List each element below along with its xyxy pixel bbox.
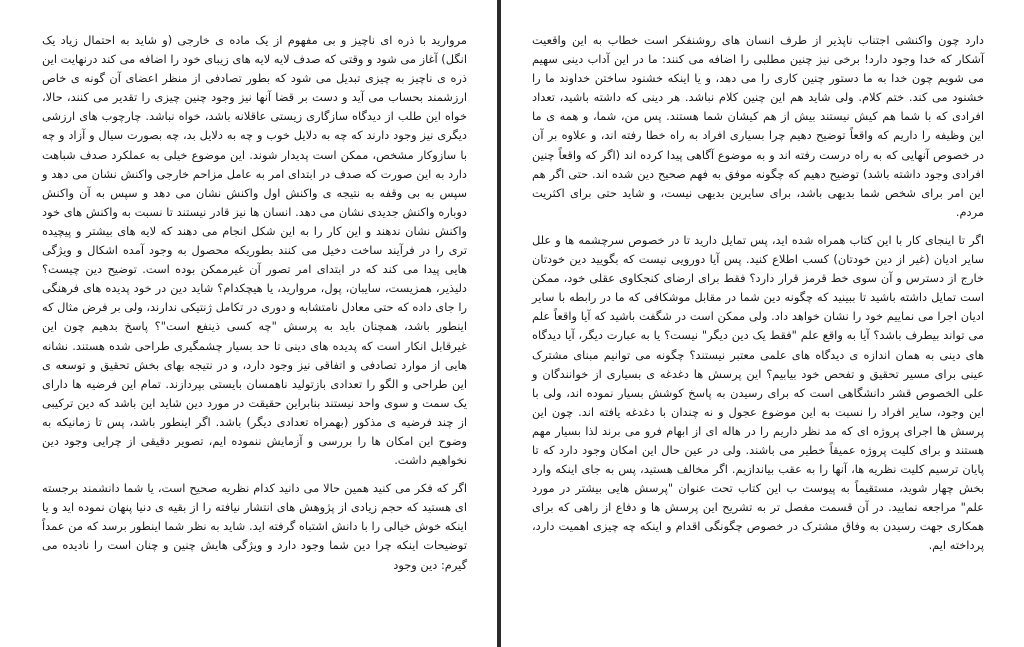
paragraph: دارد چون واکنشی اجتناب ناپذیر از طرف انسان های روشنفکر است خطاب به این واقعیت آشکار که خدا وجود دارد! برخی نیز چنین مطلبی را اضافه می کنند: ما در این آداب دینی سهیم می شویم چون خدا به ما دستور چنین کاری را می دهد، و یا اینکه خشنود ساختن خداوند ما را خشنود می کند. ختم کلام. ولی شاید هم این چنین کلام نباشد. هر دینی که داشته باشید، تعداد افرادی که با شما هم کیش نیستند بیش از هم کیشان شما هستند. پس من، شما، و همه ی ما این وظیفه را داریم که واقعاً توضیح دهیم چرا بسیاری افراد به راه خطا رفته اند، و علاوه بر آن در خصوص آنهایی که به راه درست رفته اند و به موضوع آگاهی پیدا کرده اند (اگر که واقعاً چنین افرادی وجود داشته باشد) توضیح دهیم که چگونه موفق به فهم صحیح دین شده اند. حتی اگر هم این امر برای شخص شما بدیهی باشد، برای سایرین بدیهی نیست، و شاید حتی برای اکثریت مردم.: [532, 33, 984, 219]
left-page: [0, 0, 497, 647]
right-page: [502, 0, 1024, 647]
paragraph: اگر تا اینجای کار با این کتاب همراه شده اید، پس تمایل دارید تا در خصوص سرچشمه ها و علل سایر ادیان (غیر از دین خودتان) کسب اطلاع کنید. پس آیا دورویی نیست که بگویید دین خودتان خارج از دسترس و آن سوی خط قرمز قرار دارد؟ فقط برای ارضای کنجکاوی عقلی خود، ممکن است تمایل داشته باشید تا ببینید که چگونه دین شما در مقابل موشکافی که ما در رابطه با سایر ادیان اجرا می نماییم خود را نشان خواهد داد. ولی ممکن است در شگفت باشید که آیا واقعاً علم می تواند بیطرف باشد؟ آیا به واقع علم "فقط یک دین دیگر" نیست؟ یا به عبارت دیگر، آیا دیدگاه های دینی به همان اندازه ی دیدگاه های علمی معتبر نیستند؟ چگونه می توانیم مبنای مشترک عینی برای مسیر تحقیق و تفحص خود بیابیم؟ این پرسش ها دغدغه ی بسیاری از خوانندگان و علی الخصوص قشر دانشگاهی است که برای رسیدن به پاسخ کوشش بسیار نموده اند، ولی با این وجود، سایر افراد را نسبت به این موضوع عجول و نه چندان با دغدغه یافته اند. چون این پرسش ها اجرای پروژه ای که مد نظر داریم را در هاله ای از ابهام فرو می برند لذا بسیار مهم هستند و برای کلیت پروژه عمیقاً خطیر می باشند. ولی در عین حال این امکان وجود دارد که تا پایان ترسیم کلیت نظریه ها، آنها را به عقب بیاندازیم. اگر مخالف هستید، پس به جای اینکه وارد بخش چهار شوید، مستقیماً به پیوست ب این کتاب تحت عنوان "پرسش هایی بیشتر در مورد علم" مراجعه نمایید. در آن قسمت مفصل تر به تشریح این پرسش ها و دفاع از راهی که برای همکاری جهت رسیدن به وفاق مشترک در خصوص چگونگی اقدام و اینکه چه چیزی اهمیت دارد، پرداخته ایم.: [532, 232, 984, 553]
paragraph: مروارید با ذره ای ناچیز و بی مفهوم از یک ماده ی خارجی (و شاید به احتمال زیاد یک انگل) آغاز می شود و وقتی که صدف لایه لایه های زیبای خود را اضافه می کند درنهایت این ذره ی ناچیز به چیزی تبدیل می شود که بطور تصادفی از منظر اعضای آن گونه ی خاص ارزشمند بحساب می آید و دست بر قضا آنها نیز وجود چنین چیزی را تقدیر می کنند، حالا، خواه این طلب از دیدگاه سازگاری زیستی عاقلانه باشد، خواه نباشد. چارچوب های ارزشی دیگری نیز وجود دارند که چه به دلایل خوب و چه به دلایل بد، چه بصورت سیال و آزاد و چه با سازوکار مشخص، ممکن است پدیدار شوند. این موضوع خیلی به عملکرد صدف شباهت دارد به این صورت که صدف در ابتدای امر به عامل مزاحم خارجی واکنش نشان می دهد و سپس به بی وقفه به نتیجه ی واکنش اول واکنش نشان می دهد و سپس به آن واکنش دوباره واکنش جدیدی نشان می دهد. انسان ها نیز قادر نیستند تا نسبت به واکنش های خود واکنش نشان ندهند و این کار را به این شکل انجام می دهند که لایه های بیشتر و پیچیده تری را در فرآیند ساخت دخیل می کنند بطوریکه محصول به وجود آمده اشکال و ویژگی هایی پیدا می کند که در ابتدای امر تصور آن غیرممکن بوده است. توضیح دین چیست؟ دلیذیر، همزیست، سایبان، پول، مروارید، یا هیچکدام؟ شاید دین در خود پدیده های فرهنگی را جای داده که حتی معادل نامتشابه و دوری در تکامل ژنتیکی ندارند، ولی بر فرض مثال که اینطور باشد، همچنان باید به پرسش "چه کسی ذینفع است"؟ پاسخ بدهیم چون این غیرقابل انکار است که پدیده های دینی تا حد بسیار چشمگیری طراحی شده هستند. نشانه هایی از موارد تصادفی و اتفاقی نیز وجود دارد، و در نتیجه بهای بخش تحقیق و توسعه ی این طراحی و الگو را تعدادی بازتولید ناهمسان بایستی بپردازند. تمام این فرضیه ها دارای یک سمت و سوی واحد نیستند بنابراین حقیقت در مورد دین شاید این باشد که دین ترکیبی از چند فرضیه ی مذکور (بهمراه تعدادی دیگر) باشد. اگر اینطور باشد، پس تا زمانیکه به وضوح این امکان ها را بررسی و آزمایش ننموده ایم، تصویر دقیقی از چرایی وجود دین نخواهیم داشت.: [42, 33, 467, 468]
left-page-text: [42, 31, 467, 584]
page-divider: [497, 0, 501, 647]
paragraph: اگر که فکر می کنید همین حالا می دانید کدام نظریه صحیح است، یا شما دانشمند برجسته ای هستید که حجم زیادی از پژوهش های انتشار نیافته را از بقیه ی دنیا پنهان نموده اید و یا اینکه خوش خیالی را با دانش اشتباه گرفته اید. شاید به نظر شما اینطور برسد که من عمداً توضیحات اینکه چرا دین شما وجود دارد و ویژگی هایش چنین و چنان است را نادیده می گیرم: دین وجود: [42, 481, 467, 572]
right-page-text: [532, 31, 984, 565]
